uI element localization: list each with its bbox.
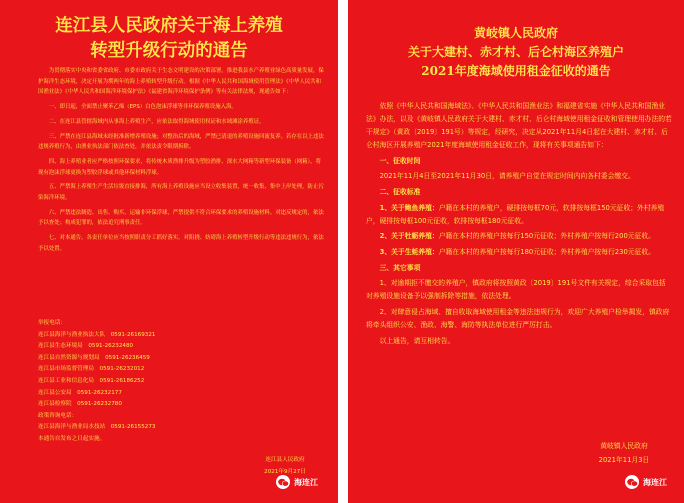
lianjiang-notice-body bbox=[38, 66, 324, 258]
watermark-label: 海连江 bbox=[294, 477, 318, 487]
contact-line: 连江县工业和信息化局 0591-26186252 bbox=[38, 377, 145, 384]
wechat-icon bbox=[276, 475, 290, 489]
section-heading: 一、征收时间 bbox=[379, 156, 421, 165]
closing-line: 以上通告，请互相转告。 bbox=[379, 336, 455, 345]
section-heading: 三、其它事项 bbox=[379, 263, 421, 272]
title-line: 关于大建村、赤才村、后仑村海区养殖户 bbox=[407, 45, 624, 59]
sign-org: 连江县人民政府 bbox=[265, 457, 305, 463]
section-heading: 二、征收标准 bbox=[379, 188, 421, 197]
item-text: 户籍在本村的养殖户，硬排按每框70元，软排按每框150元征收；外村养殖户，硬排按每框100元征收，软排按每框180元征收。 bbox=[366, 203, 665, 225]
consult-line: 连江县海洋与渔业局水技站 0591-26155273 bbox=[38, 424, 156, 431]
closing-line: 本通告自发布之日起实施。 bbox=[38, 435, 106, 442]
paragraph: 三、严禁在连江县海域未经批准新增养殖设施；对整治后的海域，严禁已清退的养殖设施回流复养。若存在以上违法违规养殖行为，由渔业执法部门依法查处，并依法责令限期拆除。 bbox=[38, 133, 324, 151]
paragraph: 1、对逾期拒不缴交的养殖户，镇政府将按照黄政〔2019〕191号文件有关规定，综合采取包括对养殖设施设备予以强制拆除等措施，依法处理。 bbox=[366, 279, 666, 301]
sign-date: 2021年9月27日 bbox=[264, 468, 306, 475]
paragraph: 二、在连江县管辖海域内从事海上养殖生产，应依法取得海域使用权证和水域滩涂养殖证。 bbox=[48, 118, 265, 125]
consult-header: 政策咨询电话： bbox=[38, 412, 78, 419]
contact-line: 连江县生态环境局 0591-26232480 bbox=[38, 343, 134, 350]
huangqi-notice-title bbox=[348, 24, 684, 81]
paragraph: 七、对本通告，各责任单位应当按照职责分工抓好落实。对阻挠、妨碍海上养殖转型升级行动等违法违规行为，依法予以处置。 bbox=[38, 235, 324, 252]
paragraph: 五、严禁海上养殖生产生活垃圾直接排海，所有海上养殖设施应当设立收集装置，统一收集、集中上岸处理，防止污染海洋环境。 bbox=[38, 184, 324, 201]
watermark bbox=[276, 474, 318, 490]
title-line: 连江县人民政府关于海上养殖 bbox=[55, 16, 283, 36]
contact-line: 连江县市场监督管理局 0591-26232012 bbox=[38, 366, 145, 373]
paragraph bbox=[366, 230, 672, 243]
watermark-label: 海连江 bbox=[643, 477, 667, 487]
watermark bbox=[625, 474, 667, 490]
lianjiang-notice-poster bbox=[0, 0, 338, 503]
item-key: 2、关于牡蛎养殖： bbox=[379, 232, 439, 241]
contact-line: 连江县海洋与渔业执法大队 0591-26169321 bbox=[38, 331, 156, 338]
title-line: 黄岐镇人民政府 bbox=[473, 26, 558, 40]
contact-list bbox=[38, 318, 238, 446]
item-text: 户籍在本村的养殖户按每行150元征收；外村养殖户按每行200元征收。 bbox=[438, 232, 655, 241]
wechat-icon bbox=[625, 475, 639, 489]
contact-line: 连江县检察院 0591-26232780 bbox=[38, 401, 122, 408]
title-line: 转型升级行动的通告 bbox=[90, 41, 248, 61]
paragraph: 2、对肆意侵占海域、擅自收取海域使用租金等违法违规行为，欢迎广大养殖户检举揭发，镇政府将牵头组织公安、渔政、海警、海防等执法单位进行严厉打击。 bbox=[366, 307, 670, 329]
lianjiang-notice-title bbox=[0, 14, 338, 64]
contact-line: 连江县自然资源与规划局 0591-26236459 bbox=[38, 354, 150, 361]
sign-date: 2021年11月3日 bbox=[598, 455, 650, 464]
paragraph: 为贯彻落实中央和省委省政府、市委市政府关于生态文明建设的决策部署，推进我县水产养殖业绿色高质量发展，保护海洋生态环境，决定开展为期两年的海上养殖转型升级行动。根据《中华人民共和国海域使用管理法》《中华人民共和国渔业法》《中华人民共和国海洋环境保护法》《福建省海洋环境保护条例》等有关法律法规，现通告如下： bbox=[38, 68, 324, 96]
huangqi-notice-poster bbox=[348, 0, 684, 503]
contact-header: 举报电话： bbox=[38, 320, 66, 326]
paragraph bbox=[366, 246, 672, 259]
paragraph: 四、海上养殖业者应严格按照环保要求，将传统木质渔排升级为塑胶渔排、深水大网箱等新型环保装备（网箱），将现有泡沫浮球更换为塑胶浮球或其他环保材料浮球。 bbox=[38, 158, 322, 176]
huangqi-notice-body bbox=[366, 100, 672, 350]
paragraph: 六、严禁违法制造、出售、购买、运输非环保浮球，严禁提供不符合环保要求的养殖设施材料。对违反规定的，依法予以查处；构成犯罪的，依法追究刑事责任。 bbox=[38, 209, 324, 227]
title-line: 2021年度海域使用租金征收的通告 bbox=[421, 64, 611, 78]
item-text: 户籍在本村的养殖户按每行180元征收；外村养殖户按每行230元征收。 bbox=[438, 247, 655, 256]
signature-block bbox=[584, 440, 664, 467]
item-key: 1、关于鲍鱼养殖： bbox=[379, 203, 439, 212]
paragraph: 一、即日起，全面禁止聚苯乙烯（EPS）白色泡沫浮球等非环保养殖设施入海。 bbox=[48, 103, 237, 110]
item-key: 3、关于生蚝养殖： bbox=[379, 247, 439, 256]
contact-line: 连江县公安局 0591-26232177 bbox=[38, 389, 122, 396]
sign-org: 黄岐镇人民政府 bbox=[600, 442, 648, 450]
paragraph: 2021年11月4日至2021年11月30日，请养殖户自觉在规定时间内向各村委会缴交。 bbox=[379, 172, 635, 181]
intro-paragraph: 依照《中华人民共和国海域法》、《中华人民共和国渔业法》和福建省实施《中华人民共和国渔业法》办法，以及《黄岐镇人民政府关于大建村、赤才村、后仑村海域使用租金征收和管理使用办法的若干规定》（黄政〔2019〕191号）等规定，经研究，决定从2021年11月4日起在大建村、赤才村、后仑村海区开展养殖户2021年度海域使用租金征收工作，现将有关事项通告如下： bbox=[366, 102, 672, 150]
paragraph bbox=[366, 202, 672, 228]
